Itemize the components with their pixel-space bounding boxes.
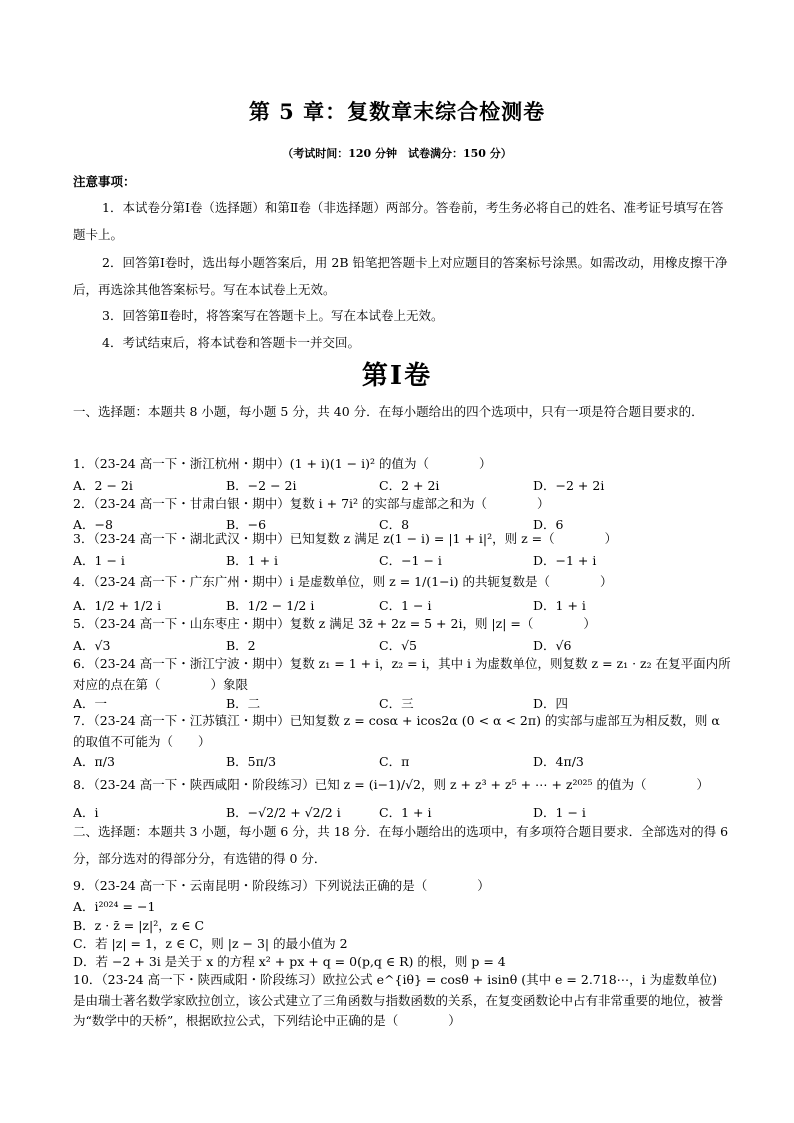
option-c: C．2 + 2i [379, 478, 440, 493]
question-6-options [73, 694, 733, 712]
option-b: B．二 [226, 696, 261, 711]
option-c: C．8 [379, 517, 410, 532]
question-3-options [73, 551, 733, 569]
notes-heading: 注意事项： [73, 174, 136, 189]
note-item-1: 1．本试卷分第Ⅰ卷（选择题）和第Ⅱ卷（非选择题）两部分。答卷前，考生务必将自己的姓名、准考证号填写在答题卡上。 [73, 200, 724, 242]
volume-title: 第Ⅰ卷 [361, 361, 433, 391]
question-7-options [73, 752, 733, 770]
option-b: B．−2 − 2i [226, 478, 297, 493]
question-8-stem: 8．（23-24 高一下・陕西咸阳・阶段练习）已知 z = (i−1)/√2，则 z + z³ + z⁵ + ⋯ + z²⁰²⁵ 的值为（ ） [73, 777, 710, 792]
note-item-3: 3．回答第Ⅱ卷时，将答案写在答题卡上。写在本试卷上无效。 [102, 308, 444, 323]
option-a: A．−8 [73, 517, 113, 532]
option-a: A．一 [73, 696, 108, 711]
question-4-options [73, 596, 733, 614]
option-d: D．四 [533, 696, 569, 711]
section1-heading: 一、选择题：本题共 8 小题，每小题 5 分，共 40 分．在每小题给出的四个选项中，只有一项是符合题目要求的． [73, 404, 704, 419]
option-c: C．−1 − i [379, 553, 442, 568]
question-9-option-c: C．若 |z| = 1，z ∈ C，则 |z − 3| 的最小值为 2 [73, 936, 348, 951]
option-b: B．−6 [226, 517, 267, 532]
option-a: A．1/2 + 1/2 i [73, 598, 162, 613]
note-item-2: 2．回答第Ⅰ卷时，选出每小题答案后，用 2B 铅笔把答题卡上对应题目的答案标号涂黑。如需改动，用橡皮擦干净后，再选涂其他答案标号。写在本试卷上无效。 [73, 255, 728, 297]
question-10-stem: 10．（23-24 高一下・陕西咸阳・阶段练习）欧拉公式 e^{iθ} = cosθ + isinθ (其中 e = 2.718⋯，i 为虚数单位) 是由瑞士著名数学家欧拉创立，该公式建立了三角函数与指数函数的关系，在复变函数论中占有非常重要的地位，被誉为“数学中的天桥”，根据欧拉公式，下列结论中正确的是（ ） [73, 972, 724, 1028]
option-a: A．1 − i [73, 553, 125, 568]
option-a: A．2 − 2i [73, 478, 133, 493]
option-b: B．1/2 − 1/2 i [226, 598, 315, 613]
option-a: A．i [73, 805, 99, 820]
option-d: D．4π/3 [533, 754, 584, 769]
option-d: D．−2 + 2i [533, 478, 605, 493]
option-c: C．1 + i [379, 805, 432, 820]
question-2-stem: 2．（23-24 高一下・甘肃白银・期中）复数 i + 7i² 的实部与虚部之和为（ ） [73, 496, 550, 511]
option-c: C．√5 [379, 638, 417, 653]
option-d: D．√6 [533, 638, 572, 653]
option-c: C．三 [379, 696, 414, 711]
option-a: A．√3 [73, 638, 111, 653]
option-b: B．−√2/2 + √2/2 i [226, 805, 341, 820]
question-6-stem: 6．（23-24 高一下・浙江宁波・期中）复数 z₁ = 1 + i，z₂ = i，其中 i 为虚数单位，则复数 z = z₁ · z₂ 在复平面内所对应的点在第（ ）象限 [73, 656, 731, 692]
option-d: D．6 [533, 517, 564, 532]
option-b: B．2 [226, 638, 256, 653]
option-d: D．1 + i [533, 598, 586, 613]
question-9-option-d: D．若 −2 + 3i 是关于 x 的方程 x² + px + q = 0(p,q ∈ R) 的根，则 p = 4 [73, 954, 506, 969]
question-7-stem: 7．（23-24 高一下・江苏镇江・期中）已知复数 z = cosα + icos2α (0 < α < 2π) 的实部与虚部互为相反数，则 α 的取值不可能为（ ） [73, 713, 720, 749]
question-5-options [73, 636, 733, 654]
question-1-stem: 1．（23-24 高一下・浙江杭州・期中）(1 + i)(1 − i)² 的值为（ ） [73, 456, 492, 471]
question-1-options [73, 476, 733, 494]
option-a: A．π/3 [73, 754, 115, 769]
option-d: D．−1 + i [533, 553, 597, 568]
exam-title: 第 5 章：复数章末综合检测卷 [248, 99, 546, 124]
note-item-4: 4．考试结束后，将本试卷和答题卡一并交回。 [102, 335, 360, 350]
question-3-stem: 3．（23-24 高一下・湖北武汉・期中）已知复数 z 满足 z(1 − i) = |1 + i|²，则 z =（ ） [73, 531, 618, 546]
question-5-stem: 5．（23-24 高一下・山东枣庄・期中）复数 z 满足 3z̄ + 2z = 5 + 2i，则 |z| =（ ） [73, 616, 596, 631]
question-9-option-a: A．i²⁰²⁴ = −1 [73, 899, 156, 914]
exam-subtitle: （考试时间：120 分钟 试卷满分：150 分） [282, 147, 512, 160]
question-9-stem: 9．（23-24 高一下・云南昆明・阶段练习）下列说法正确的是（ ） [73, 878, 490, 893]
option-b: B．5π/3 [226, 754, 277, 769]
question-9-option-b: B．z · z̄ = |z|²，z ∈ C [73, 918, 205, 933]
option-b: B．1 + i [226, 553, 279, 568]
option-c: C．π [379, 754, 410, 769]
question-4-stem: 4．（23-24 高一下・广东广州・期中）i 是虚数单位，则 z = 1/(1−i) 的共轭复数是（ ） [73, 574, 613, 589]
section2-heading: 二、选择题：本题共 3 小题，每小题 6 分，共 18 分．在每小题给出的选项中，有多项符合题目要求．全部选对的得 6 分，部分选对的得部分分，有选错的得 0 分． [73, 824, 729, 866]
option-d: D．1 − i [533, 805, 586, 820]
option-c: C．1 − i [379, 598, 432, 613]
